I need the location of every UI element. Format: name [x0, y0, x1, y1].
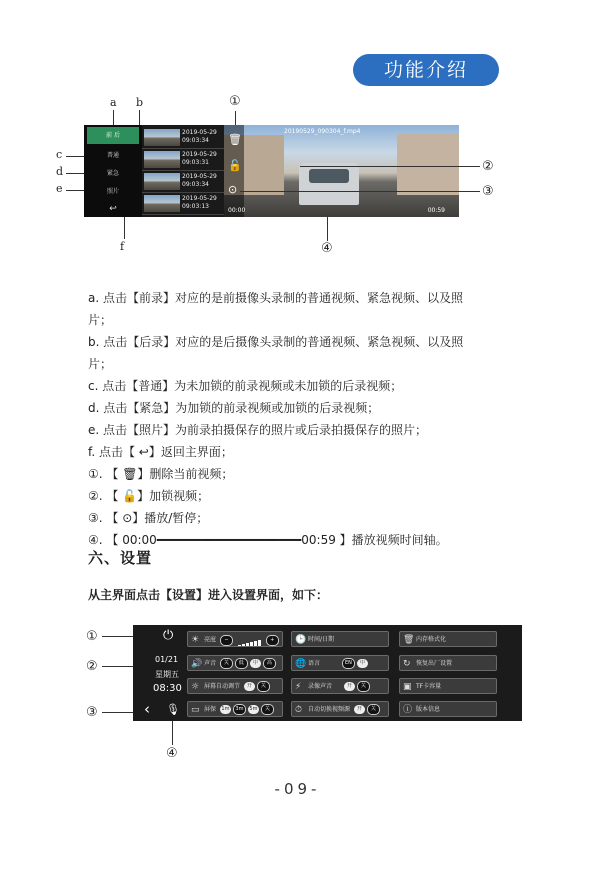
callout-a: a — [110, 96, 117, 109]
option-button[interactable]: 中 — [357, 659, 368, 668]
brightness-level-bars — [238, 632, 262, 647]
option-button[interactable]: 低 — [235, 658, 248, 669]
setting-language[interactable] — [291, 655, 389, 671]
back-arrow-icon[interactable]: ‹ — [144, 700, 150, 718]
setting-label: 自动切换视频源 — [308, 706, 351, 713]
desc-line: ④. 【 00:00━━━━━━━━━━━━━━━━━━━━00:59 】播放视频时间轴。 — [88, 533, 448, 547]
clock-icon: 🕒 — [295, 635, 307, 645]
setting-auto-screen[interactable] — [187, 678, 283, 694]
description-list — [88, 287, 508, 551]
play-pause-icon[interactable]: ⊙ — [228, 183, 238, 196]
lock-icon[interactable]: 🔓 — [228, 159, 242, 172]
clock-display: 08:30 — [153, 683, 182, 694]
setting-label: 时间/日期 — [308, 636, 335, 643]
option-button[interactable]: 中 — [250, 659, 261, 668]
setting-label: 内存格式化 — [416, 636, 447, 643]
info-icon: ⓘ — [403, 705, 413, 715]
timer-icon: ⏱ — [295, 705, 303, 715]
back-button[interactable]: ↩ — [109, 204, 117, 214]
section-heading: 六、设置 — [88, 549, 153, 567]
thumbnail-timestamp: 2019-05-29 09:03:31 — [182, 151, 217, 166]
thumbnail-image — [144, 151, 180, 168]
leader-3 — [240, 191, 480, 192]
plus-button[interactable]: + — [266, 635, 279, 646]
setting-label: 语言 — [308, 660, 321, 667]
leader-4 — [327, 217, 328, 241]
intro-text: 从主界面点击【设置】进入设置界面，如下： — [88, 588, 329, 602]
desc-line: b. 点击【后录】对应的是后摄像头录制的普通视频、紧急视频、以及照 — [88, 335, 464, 349]
option-button[interactable]: 1m — [221, 706, 230, 712]
setting-tf-capacity[interactable] — [399, 678, 497, 694]
callout-b: b — [136, 96, 144, 109]
playback-sidebar — [84, 125, 142, 217]
callout-1: ① — [229, 94, 241, 109]
desc-line: 片； — [88, 357, 113, 371]
page-title: 功能介绍 — [353, 54, 499, 86]
setting-label: TF卡容量 — [416, 683, 442, 690]
leader-2 — [300, 166, 480, 167]
setting-record-sound[interactable] — [291, 678, 389, 694]
setting-sound[interactable] — [187, 655, 283, 671]
option-button[interactable]: 5m — [249, 706, 258, 712]
list-item[interactable] — [142, 193, 224, 215]
setting-label: 屏保 — [204, 706, 217, 713]
sun-auto-icon: ☼ — [191, 682, 200, 692]
thumbnail-image — [144, 129, 180, 146]
callout-f: f — [120, 240, 125, 253]
setting-time-date[interactable] — [291, 631, 389, 647]
thumbnail-timestamp: 2019-05-29 09:03:13 — [182, 195, 217, 210]
weekday-display: 星期五 — [155, 670, 179, 679]
setting-screensaver[interactable] — [187, 701, 283, 717]
desc-line: ③. 【 ⊙】播放/暂停； — [88, 511, 209, 525]
desc-line: ①. 【 🗑】删除当前视频； — [88, 467, 234, 481]
video-filename: 20190529_090304_f.mp4 — [284, 128, 361, 135]
thumbnail-image — [144, 195, 180, 212]
desc-line: ②. 【 🔓】加锁视频； — [88, 489, 210, 503]
callout-4: ④ — [321, 241, 333, 256]
option-button[interactable]: 关 — [220, 658, 233, 669]
setting-brightness[interactable] — [187, 631, 283, 647]
thumbnail-timestamp: 2019-05-29 09:03:34 — [182, 129, 217, 144]
leader-4 — [172, 721, 173, 745]
desc-line: e. 点击【照片】为前录拍摄保存的照片或后录拍摄保存的照片； — [88, 423, 428, 437]
setting-label: 版本信息 — [416, 706, 441, 713]
callout-4: ④ — [166, 746, 178, 761]
video-preview[interactable] — [224, 125, 459, 217]
time-end: 00:59 — [427, 207, 445, 214]
callout-c: c — [56, 148, 63, 161]
setting-factory-reset[interactable] — [399, 655, 497, 671]
trash-icon: 🗑 — [403, 635, 415, 645]
trash-icon[interactable]: 🗑 — [228, 133, 242, 146]
list-item[interactable] — [142, 127, 224, 149]
tab-emergency[interactable]: 紧急 — [106, 170, 119, 177]
setting-version-info[interactable] — [399, 701, 497, 717]
toggle-off[interactable]: 关 — [257, 681, 270, 692]
power-icon[interactable]: ⏻ — [163, 628, 174, 643]
setting-label: 屏幕自动调节 — [204, 683, 241, 690]
desc-line: f. 点击【 ↩】返回主界面； — [88, 445, 233, 459]
globe-icon: 🌐 — [295, 659, 307, 669]
option-button[interactable]: 3m — [233, 704, 246, 715]
option-button[interactable]: 高 — [263, 658, 276, 669]
thumbnail-list — [142, 125, 224, 217]
microphone-icon[interactable]: 🎙 — [166, 703, 180, 716]
callout-d: d — [56, 165, 64, 178]
tab-front-rear[interactable]: 前 后 — [87, 127, 139, 144]
option-button[interactable]: EN — [342, 658, 355, 669]
desc-line: a. 点击【前录】对应的是前摄像头录制的普通视频、紧急视频、以及照 — [88, 291, 463, 305]
scene-car-window — [309, 169, 349, 183]
toggle-on[interactable]: 开 — [344, 682, 355, 691]
toggle-on[interactable]: 开 — [244, 682, 255, 691]
list-item[interactable] — [142, 171, 224, 193]
time-start: 00:00 — [228, 207, 246, 214]
brightness-icon: ☀ — [191, 635, 200, 645]
setting-auto-switch[interactable] — [291, 701, 389, 717]
settings-screenshot — [133, 625, 522, 721]
callout-2: ② — [86, 659, 98, 674]
date-display: 01/21 — [155, 655, 179, 664]
tab-normal[interactable]: 普通 — [106, 152, 119, 159]
setting-label: 录像声音 — [308, 683, 333, 690]
desc-line: d. 点击【紧急】为加锁的前录视频或加锁的后录视频； — [88, 401, 380, 415]
callout-3: ③ — [482, 184, 494, 199]
settings-sidebar — [133, 625, 183, 721]
list-item[interactable] — [142, 149, 224, 171]
desc-line: c. 点击【普通】为未加锁的前录视频或未加锁的后录视频； — [88, 379, 403, 393]
reset-icon: ↻ — [403, 659, 411, 669]
page-number: -09- — [274, 780, 321, 798]
sd-card-icon: ▣ — [403, 682, 412, 692]
desc-line: 片； — [88, 313, 113, 327]
record-sound-icon: ⚡ — [295, 682, 302, 692]
toggle-off[interactable]: 关 — [367, 704, 380, 715]
callout-3: ③ — [86, 705, 98, 720]
setting-label: 亮度 — [204, 636, 217, 644]
setting-label: 恢复出厂设置 — [416, 660, 453, 667]
leader-f — [124, 217, 125, 239]
toggle-on[interactable]: 开 — [354, 705, 365, 714]
callout-e: e — [56, 182, 63, 195]
playback-screenshot — [84, 125, 459, 217]
scene-building — [397, 133, 459, 195]
callout-2: ② — [482, 159, 494, 174]
callout-1: ① — [86, 629, 98, 644]
speaker-icon: 🔊 — [191, 659, 203, 669]
screensaver-icon: ▭ — [191, 705, 200, 715]
minus-button[interactable]: − — [220, 635, 233, 646]
thumbnail-timestamp: 2019-05-29 09:03:34 — [182, 173, 217, 188]
toggle-off[interactable]: 关 — [357, 681, 370, 692]
thumbnail-image — [144, 173, 180, 190]
setting-label: 声音 — [204, 660, 217, 667]
setting-format-memory[interactable] — [399, 631, 497, 647]
tab-photo[interactable]: 照片 — [106, 188, 119, 195]
option-button[interactable]: 关 — [261, 704, 274, 715]
